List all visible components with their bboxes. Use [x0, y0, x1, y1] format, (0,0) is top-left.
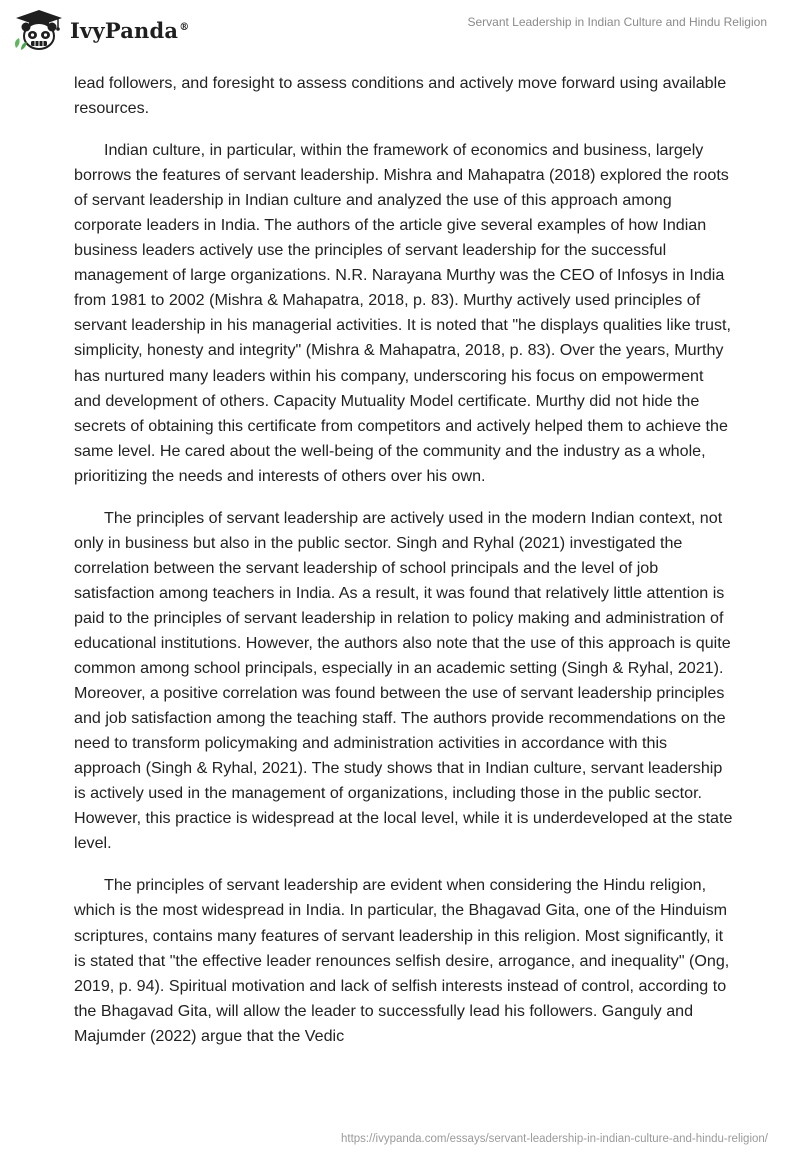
document-title: Servant Leadership in Indian Culture and Hindu Religion	[467, 15, 767, 29]
ivypanda-logo[interactable]	[12, 8, 189, 52]
paragraph: The principles of servant leadership are evident when considering the Hindu religion, which is the most widespread in India. In particular, the Bhagavad Gita, one of the Hinduism scriptures, contains many features of servant leadership in this religion. Most significantly, it is stated that "the effective leader renounces selfish desire, arrogance, and inequality" (Ong, 2019, p. 94). Spiritual motivation and lack of selfish interests instead of control, according to the Bhagavad Gita, will allow the leader to successfully lead his followers. Ganguly and Majumder (2022) argue that the Vedic	[74, 876, 730, 1045]
paragraph: Indian culture, in particular, within the framework of economics and business, largely borrows the features of servant leadership. Mishra and Mahapatra (2018) explored the roots of servant leadership in Indian culture and analyzed the use of this approach among corporate leaders in India. The authors of the article give several examples of how Indian business leaders actively use the principles of servant leadership for the successful management of large organizations. N.R. Narayana Murthy was the CEO of Infosys in India from 1981 to 2002 (Mishra & Mahapatra, 2018, p. 83). Murthy actively used principles of servant leadership in his managerial activities. It is noted that "he displays qualities like trust, simplicity, honesty and integrity" (Mishra & Mahapatra, 2018, p. 83). Over the years, Murthy has nurtured many leaders within his company, underscoring his focus on empowerment and development of others. Capacity Mutuality Model certificate. Murthy did not hide the secrets of obtaining this certificate from competitors and actively helped them to achieve the same level. He cared about the well-being of the community and the industry as a whole, prioritizing the needs and interests of others over his own.	[74, 141, 731, 485]
registered-mark: ®	[179, 21, 190, 33]
essay-body	[74, 71, 734, 1066]
paragraph-continuation: lead followers, and foresight to assess conditions and actively move forward using available resources.	[74, 74, 727, 118]
paragraph: The principles of servant leadership are actively used in the modern Indian context, not only in business but also in the public sector. Singh and Ryhal (2021) investigated the correlation between the servant leadership of school principals and the level of job satisfaction among teachers in India. As a result, it was found that relatively little attention is paid to the principles of servant leadership in relation to policy making and administration of educational institutions. However, the authors also note that the use of this approach is quite common among school principals, especially in an academic setting (Singh & Ryhal, 2021). Moreover, a positive correlation was found between the use of servant leadership principles and job satisfaction among the teaching staff. The authors provide recommendations on the need to transform policymaking and administration activities in accordance with this approach (Singh & Ryhal, 2021). The study shows that in Indian culture, servant leadership is actively used in the management of organizations, including those in the public sector. However, this practice is widespread at the local level, while it is underdeveloped at the state level.	[74, 508, 733, 853]
brand-name: IvyPanda®	[70, 17, 190, 43]
panda-graduation-cap-icon	[12, 8, 64, 52]
source-url[interactable]: https://ivypanda.com/essays/servant-leadership-in-indian-culture-and-hindu-religion/	[341, 1133, 768, 1145]
page-header	[0, 0, 800, 60]
